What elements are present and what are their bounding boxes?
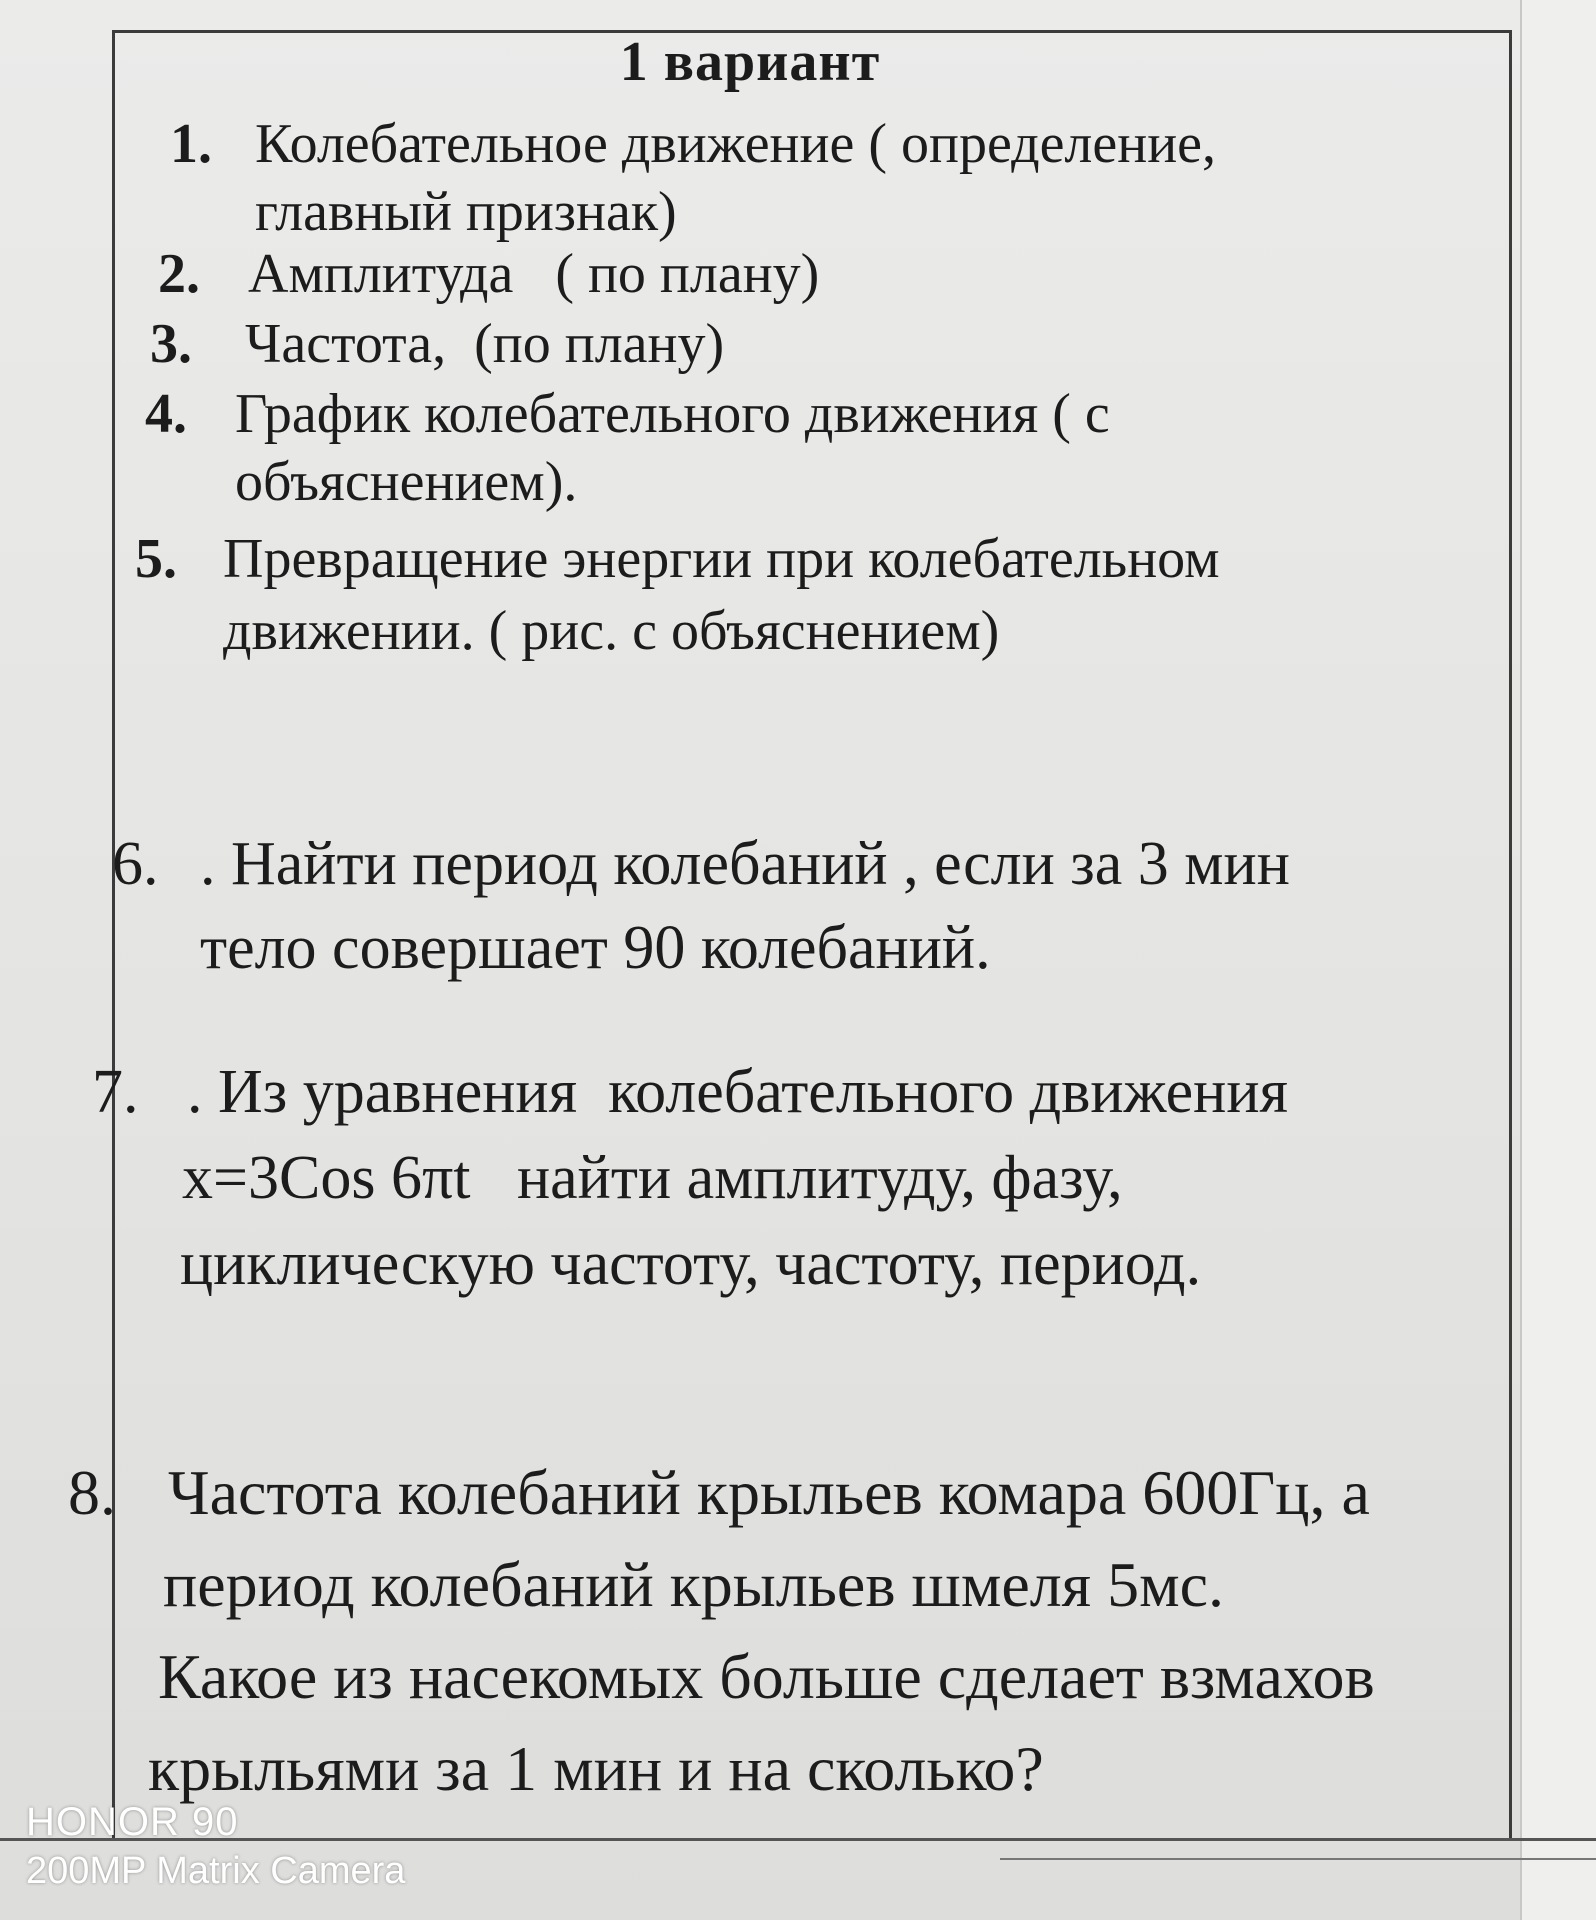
- question-text-line-3: циклическую частоту, частоту, период.: [180, 1230, 1202, 1298]
- question-text-line-1: Колебательное движение ( определение,: [255, 113, 1217, 175]
- question-text-line-2: период колебаний крыльев шмеля 5мс.: [163, 1549, 1224, 1620]
- question-number: 7.: [92, 1058, 139, 1126]
- bottom-rule: [0, 1838, 1596, 1841]
- question-text-line-2: тело совершает 90 колебаний.: [200, 914, 991, 982]
- question-text-line-2: x=3Cos 6πt найти амплитуду, фазу,: [182, 1144, 1123, 1212]
- question-number: 5.: [135, 528, 177, 590]
- question-number: 3.: [150, 313, 192, 375]
- question-text-line-3: Какое из насекомых больше сделает взмахов: [158, 1641, 1375, 1712]
- question-number: 2.: [158, 243, 200, 305]
- document-title: 1 вариант: [619, 31, 881, 93]
- question-number: 8.: [68, 1457, 116, 1528]
- camera-watermark-model: HONOR 90: [26, 1800, 239, 1844]
- question-text-line-1: . Из уравнения колебательного движения: [187, 1058, 1289, 1126]
- question-text-line-1: Превращение энергии при колебательном: [223, 528, 1220, 590]
- question-text-line-1: . Найти период колебаний , если за 3 мин: [200, 830, 1290, 898]
- question-number: 1.: [170, 113, 212, 175]
- question-number: 4.: [145, 383, 187, 445]
- bottom-rule-2: [1000, 1858, 1596, 1860]
- question-text-line-2: движении. ( рис. с объяснением): [223, 600, 1000, 662]
- question-number: 6.: [112, 830, 159, 898]
- question-text-line-2: главный признак): [255, 181, 677, 243]
- question-text-line-1: Частота колебаний крыльев комара 600Гц, а: [168, 1457, 1370, 1528]
- question-text-line-1: Частота, (по плану): [245, 313, 725, 375]
- camera-watermark-caption: 200MP Matrix Camera: [26, 1850, 406, 1892]
- question-text-line-1: График колебательного движения ( с: [235, 383, 1110, 445]
- question-text-line-2: объяснением).: [235, 451, 578, 513]
- page-edge: [1520, 0, 1596, 1920]
- question-text-line-1: Амплитуда ( по плану): [248, 243, 820, 305]
- question-text-line-4: крыльями за 1 мин и на сколько?: [148, 1733, 1044, 1804]
